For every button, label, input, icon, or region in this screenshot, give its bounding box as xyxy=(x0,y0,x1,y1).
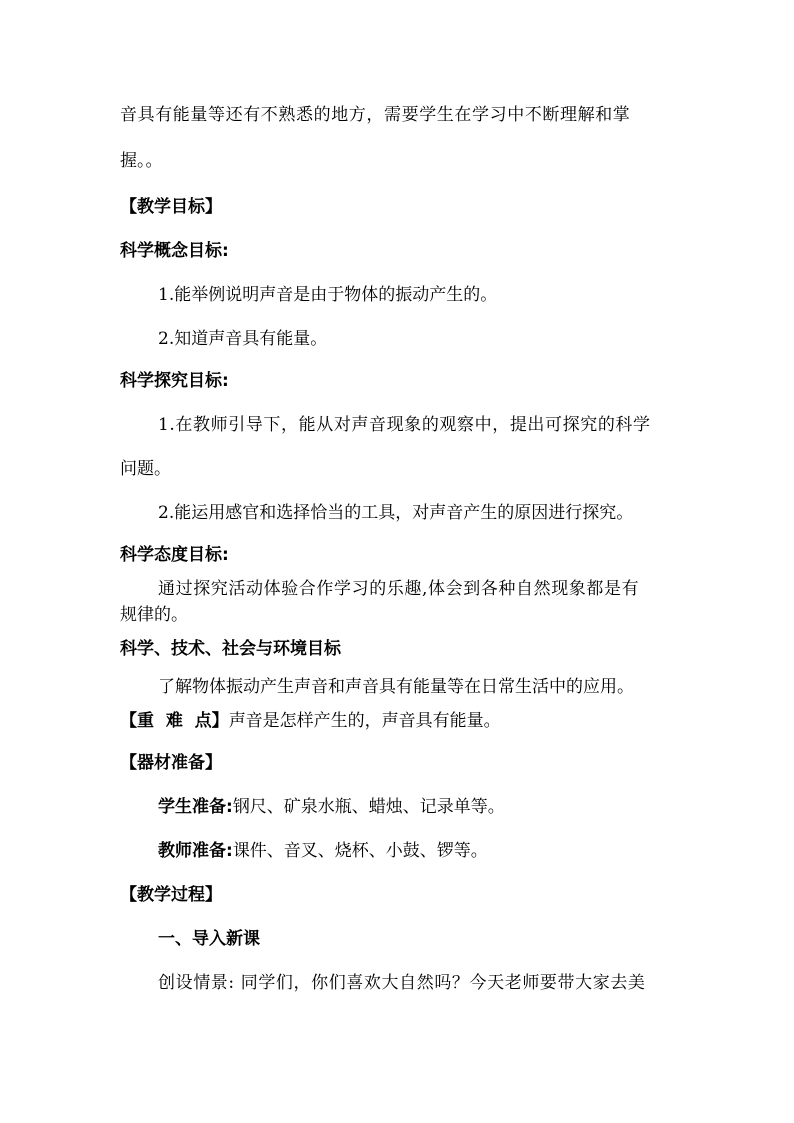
teacher-text: 课件、音叉、烧杯、小鼓、锣等。 xyxy=(232,841,488,861)
paragraph-line: 通过探究活动体验合作学习的乐趣,体会到各种自然现象都是有 xyxy=(158,579,640,599)
list-item: 2.能运用感官和选择恰当的工具，对声音产生的原因进行探究。 xyxy=(158,503,634,523)
section-heading-process: 【教学过程】 xyxy=(120,885,222,905)
paragraph-line: 握。。 xyxy=(120,151,163,171)
keypoint-text: 声音是怎样产生的，声音具有能量。 xyxy=(228,711,501,731)
subheading-intro: 一、导入新课 xyxy=(158,929,260,949)
teacher-materials-line xyxy=(158,840,718,862)
section-heading-goals: 【教学目标】 xyxy=(120,197,222,217)
subheading-sts: 科学、技术、社会与环境目标 xyxy=(120,639,341,659)
student-materials-line xyxy=(158,796,718,818)
paragraph-line: 创设情景: 同学们，你们喜欢大自然吗？今天老师要带大家去美 xyxy=(158,973,646,993)
paragraph-line: 了解物体振动产生声音和声音具有能量等在日常生活中的应用。 xyxy=(158,677,634,697)
student-label: 学生准备: xyxy=(158,797,233,817)
teacher-label: 教师准备: xyxy=(158,841,233,861)
paragraph-line: 规律的。 xyxy=(120,605,188,625)
section-heading-materials: 【器材准备】 xyxy=(120,753,222,773)
keypoint-line xyxy=(120,710,680,732)
paragraph-line: 音具有能量等还有不熟悉的地方，需要学生在学习中不断理解和掌 xyxy=(120,105,631,125)
list-item: 1.能举例说明声音是由于物体的振动产生的。 xyxy=(158,285,498,305)
subheading-attitude: 科学态度目标: xyxy=(120,545,229,565)
subheading-inquiry: 科学探究目标: xyxy=(120,371,229,391)
subheading-concept: 科学概念目标: xyxy=(120,241,229,261)
student-text: 钢尺、矿泉水瓶、蜡烛、记录单等。 xyxy=(232,797,505,817)
paragraph-line: 问题。 xyxy=(120,459,171,479)
keypoint-label: 【重 难 点】 xyxy=(120,711,229,731)
list-item: 1.在教师引导下，能从对声音现象的观察中，提出可探究的科学 xyxy=(158,415,651,435)
list-item: 2.知道声音具有能量。 xyxy=(158,329,328,349)
